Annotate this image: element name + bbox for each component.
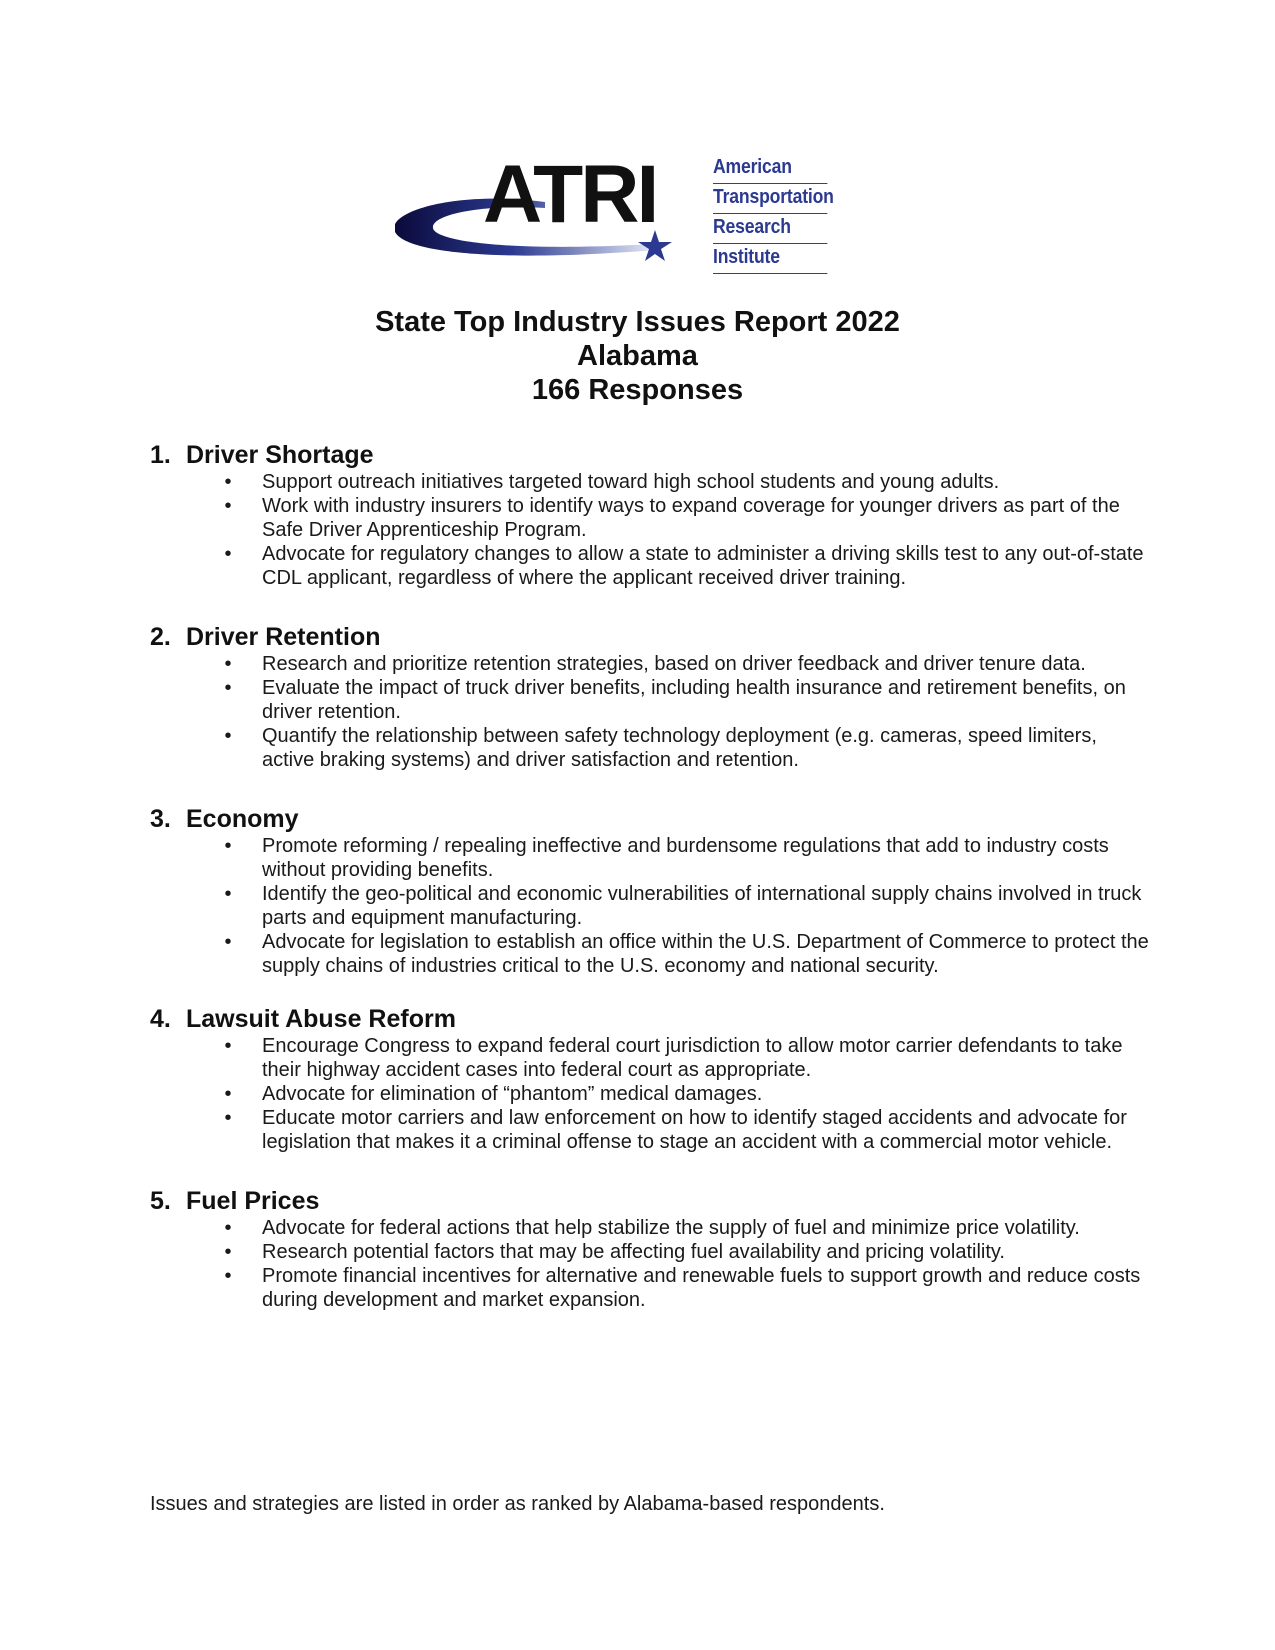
strategy-text: Evaluate the impact of truck driver benefits, including health insurance and retirement benefits, on driver retention. [262,677,1126,723]
bullet-icon: • [224,1217,232,1239]
footer-note: Issues and strategies are listed in order as ranked by Alabama-based respondents. [150,1493,885,1515]
bullet-icon: • [224,1035,232,1057]
strategy-item [150,1216,1150,1240]
strategy-item [150,1106,1150,1154]
bullet-icon: • [224,1265,232,1287]
strategy-item [150,834,1150,882]
report-title [0,305,1275,407]
strategy-text: Educate motor carriers and law enforcement on how to identify staged accidents and advocate for legislation that makes it a criminal offense to stage an accident with a commercial motor vehicle. [262,1107,1127,1153]
issue-number: 4. [150,1005,171,1033]
strategy-item [150,1240,1150,1264]
strategy-item [150,652,1150,676]
issue-item [150,1186,1150,1312]
issue-title: Driver Retention [186,623,381,651]
bullet-icon: • [224,931,232,953]
strategy-text: Research potential factors that may be affecting fuel availability and pricing volatility. [262,1241,1005,1263]
strategy-item [150,470,1150,494]
issue-item [150,622,1150,772]
strategy-text: Work with industry insurers to identify ways to expand coverage for younger drivers as part of the Safe Driver Apprenticeship Program. [262,495,1120,541]
strategy-item [150,1034,1150,1082]
issue-item [150,440,1150,590]
strategy-list [150,834,1150,978]
issue-heading [150,1004,1150,1034]
issue-heading [150,440,1150,470]
atri-wordmark: ATRI [483,150,657,240]
strategy-item [150,1082,1150,1106]
strategy-item [150,676,1150,724]
issue-item [150,1004,1150,1154]
issue-heading [150,804,1150,834]
logo-text-lines [713,154,843,274]
title-line: State Top Industry Issues Report 2022 [375,306,900,338]
strategy-text: Advocate for elimination of “phantom” medical damages. [262,1083,763,1105]
response-count: 166 Responses [531,374,744,406]
issue-item [150,804,1150,978]
strategy-text: Research and prioritize retention strategies, based on driver feedback and driver tenure data. [262,653,1086,675]
bullet-icon: • [224,1083,232,1105]
atri-logo [395,150,855,275]
strategy-text: Advocate for regulatory changes to allow a state to administer a driving skills test to any out-of-state CDL applicant, regardless of where the applicant received driver training. [262,543,1144,589]
strategy-text: Promote financial incentives for alternative and renewable fuels to support growth and reduce costs during development and market expansion. [262,1265,1141,1311]
logo-line-american: American [713,154,827,184]
bullet-icon: • [224,543,232,565]
strategy-item [150,542,1150,590]
issue-number: 3. [150,805,171,833]
bullet-icon: • [224,1241,232,1263]
strategy-item [150,882,1150,930]
strategy-item [150,930,1150,978]
bullet-icon: • [224,677,232,699]
issue-number: 1. [150,441,171,469]
bullet-icon: • [224,1107,232,1129]
strategy-item [150,494,1150,542]
strategy-list [150,1216,1150,1312]
bullet-icon: • [224,653,232,675]
issue-number: 5. [150,1187,171,1215]
strategy-text: Advocate for federal actions that help stabilize the supply of fuel and minimize price volatility. [262,1217,1080,1239]
bullet-icon: • [224,883,232,905]
bullet-icon: • [224,725,232,747]
issue-title: Driver Shortage [186,441,374,469]
bullet-icon: • [224,495,232,517]
strategy-text: Identify the geo-political and economic vulnerabilities of international supply chains involved in truck parts and equipment manufacturing. [262,883,1142,929]
strategy-item [150,1264,1150,1312]
logo-line-research: Research [713,214,827,244]
state-name: Alabama [577,340,698,372]
bullet-icon: • [224,471,232,493]
issues-list [150,440,1150,1344]
strategy-text: Promote reforming / repealing ineffective and burdensome regulations that add to industry costs without providing benefits. [262,835,1109,881]
issue-title: Lawsuit Abuse Reform [186,1005,456,1033]
strategy-text: Quantify the relationship between safety technology deployment (e.g. cameras, speed limiters, active braking systems) and driver satisfaction and retention. [262,725,1097,771]
issue-title: Economy [186,805,299,833]
issue-title: Fuel Prices [186,1187,320,1215]
strategy-item [150,724,1150,772]
strategy-list [150,470,1150,590]
strategy-text: Support outreach initiatives targeted toward high school students and young adults. [262,471,1000,493]
strategy-text: Encourage Congress to expand federal court jurisdiction to allow motor carrier defendants to take their highway accident cases into federal court as appropriate. [262,1035,1123,1081]
strategy-list [150,652,1150,772]
bullet-icon: • [224,835,232,857]
issue-number: 2. [150,623,171,651]
issue-heading [150,622,1150,652]
issue-heading [150,1186,1150,1216]
strategy-list [150,1034,1150,1154]
strategy-text: Advocate for legislation to establish an office within the U.S. Department of Commerce to protect the supply chains of industries critical to the U.S. economy and national security. [262,931,1149,977]
logo-line-transportation: Transportation [713,184,827,214]
atri-logo-mark [395,150,715,275]
logo-line-institute: Institute [713,244,827,274]
